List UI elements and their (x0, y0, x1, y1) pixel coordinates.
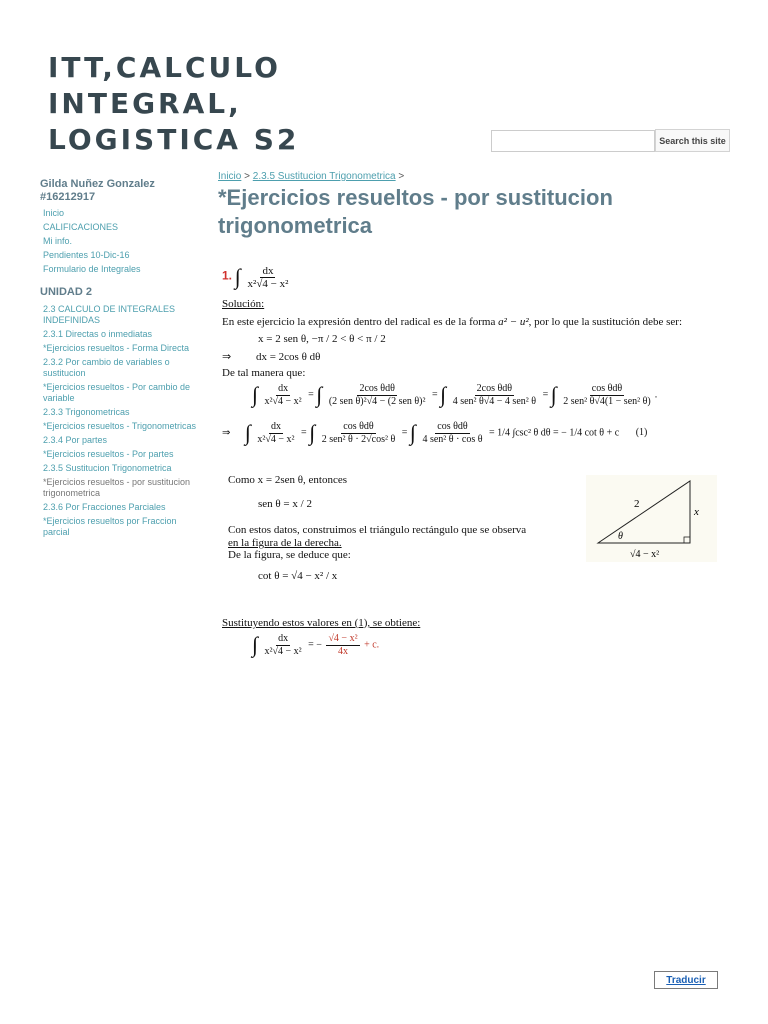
fraction-numerator: 2cos θdθ (476, 382, 513, 394)
triangle-angle-label: θ (618, 531, 623, 542)
fraction-numerator: dx (278, 382, 289, 394)
site-title[interactable] (48, 50, 468, 158)
equation-ref: (1) (635, 427, 648, 439)
sidebar-item-ejercicios-fraccion[interactable]: *Ejercicios resueltos por Fraccion parcial (43, 515, 177, 537)
fraction (420, 421, 484, 446)
implies-arrow: ⇒ (222, 351, 232, 363)
page-title: *Ejercicios resueltos - por sustitucion trigonometrica (218, 185, 613, 238)
substitution-1: x = 2 sen θ, −π / 2 < θ < π / 2 (258, 333, 386, 345)
fraction (263, 633, 304, 658)
fraction-numerator: 2cos θdθ (359, 382, 395, 394)
integral-symbol: ∫ (252, 632, 259, 657)
fraction (451, 383, 538, 408)
exercise-number: 1. (222, 268, 233, 283)
fraction (327, 383, 428, 408)
fraction-numerator: dx (270, 420, 281, 432)
sustituyendo: Sustituyendo estos valores en (1), se obtiene: (222, 617, 421, 629)
sidebar-item-2-3-6[interactable]: 2.3.6 Por Fracciones Parciales (43, 501, 166, 512)
result-tail: + c. (364, 639, 380, 651)
sidebar-item-2-3-4[interactable]: 2.3.4 Por partes (43, 434, 108, 445)
fraction-denominator: 2 sen² θ · 2√cos² θ (321, 433, 396, 445)
result-expression: 1/4 ∫csc² θ dθ = − 1/4 cot θ + c (497, 427, 620, 439)
en-la-figura: en la figura de la derecha. (228, 537, 342, 549)
sidebar (40, 178, 205, 539)
integral-symbol: ∫ (309, 420, 316, 445)
breadcrumb-home[interactable]: Inicio (218, 171, 242, 182)
integral-symbol: ∫ (409, 420, 416, 445)
triangle-opp-label: x (694, 506, 699, 518)
breadcrumb-separator: > (395, 171, 405, 182)
como-line: Como x = 2sen θ, entonces (228, 474, 348, 486)
de-la-figura: De la figura, se deduce que: (228, 549, 351, 561)
sidebar-item-mi-info[interactable]: Mi info. (43, 235, 73, 246)
breadcrumb (218, 171, 404, 182)
sidebar-item-2-3-2[interactable]: 2.3.2 Por cambio de variables o sustitucion (43, 356, 170, 378)
integral-symbol: ∫ (440, 382, 447, 407)
equation-line-1: ∫ $\frac{dx}{\text{x²√4 − x²}}$ = ∫ $\frac{\text{2cos θdθ}}{\text{(2 sen θ)²√4 − (2 sen θ)²}}$ = ∫ $\frac{\text{2cos θdθ}}{\text{4 sen² θ√4 − 4 sen² θ}}$ = ∫ $\frac{\text{cos θdθ}}{\text{2 sen² θ√4(1 − sen² θ)}}$ . (252, 382, 658, 407)
result-fraction (326, 633, 359, 658)
sidebar-item-ejercicios-sustitucion[interactable]: *Ejercicios resueltos - por sustitucion trigonometrica (43, 476, 191, 498)
substitution-2: dx = 2cos θ dθ (255, 351, 321, 363)
sidebar-item-2-3-3[interactable]: 2.3.3 Trigonometricas (43, 406, 130, 417)
sidebar-item-2-3-5[interactable]: 2.3.5 Sustitucion Trigonometrica (43, 462, 172, 473)
fraction-numerator: dx (262, 264, 274, 277)
fraction-numerator: cos θdθ (437, 420, 468, 432)
exercise-integrand (246, 265, 291, 290)
con-estos-datos: Con estos datos, construimos el triángulo rectángulo que se observa (228, 524, 527, 536)
fraction-denominator: x²√4 − x² (264, 645, 302, 657)
fraction-denominator: (2 sen θ)²√4 − (2 sen θ)² (328, 395, 426, 407)
integral-symbol: ∫ (244, 420, 251, 445)
site-title-line-3: LOGISTICA S2 (48, 123, 300, 156)
intro-form: a² − u² (498, 316, 529, 328)
sidebar-item-inicio[interactable]: Inicio (43, 207, 65, 218)
search-button[interactable]: Search this site (655, 129, 730, 152)
intro-text-end: , por lo que la sustitución debe ser: (528, 316, 682, 328)
final-result: ∫ $\frac{dx}{\text{x²√4 − x²}}$ = − $\frac{\text{√4 − x²}}{4x}$ + c. (252, 632, 380, 657)
fraction-denominator: 4x (338, 645, 348, 657)
integral-symbol: ∫ (316, 382, 323, 407)
fraction-numerator: √4 − x² (328, 632, 358, 644)
breadcrumb-parent[interactable]: 2.3.5 Sustitucion Trigonometrica (252, 171, 396, 182)
sidebar-item-2-3-1[interactable]: 2.3.1 Directas o inmediatas (43, 328, 153, 339)
de-tal-manera: De tal manera que: (222, 367, 306, 379)
sidebar-item-calificaciones[interactable]: CALIFICACIONES (43, 221, 119, 232)
triangle-figure (586, 475, 717, 562)
sidebar-owner: Gilda Nuñez Gonzalez #16212917 (40, 178, 155, 203)
triangle-hyp-label: 2 (634, 498, 640, 510)
fraction (263, 383, 304, 408)
solucion-label: Solución: (222, 298, 265, 310)
integral-symbol: ∫ (252, 382, 259, 407)
fraction-denominator: 2 sen² θ√4(1 − sen² θ) (563, 395, 651, 407)
fraction-numerator: cos θdθ (343, 420, 374, 432)
equation-line-2: ⇒ ∫ $\frac{dx}{\text{x²√4 − x²}}$ = ∫ $\frac{\text{cos θdθ}}{\text{2 sen² θ · 2√cos² θ}}$ = ∫ $\frac{\text{cos θdθ}}{\text{4 sen² θ · cos θ}}$ = 1/4 ∫csc² θ dθ = − 1/4 cot θ + c (1) (222, 420, 648, 445)
intro-text: En este ejercicio la expresión dentro del radical es de la forma (222, 316, 499, 328)
sidebar-item-ejercicios-partes[interactable]: *Ejercicios resueltos - Por partes (43, 448, 174, 459)
sidebar-item-formulario[interactable]: Formulario de Integrales (43, 263, 141, 274)
sidebar-item-pendientes[interactable]: Pendientes 10-Dic-16 (43, 249, 130, 260)
fraction-numerator: cos θdθ (591, 382, 623, 394)
breadcrumb-separator: > (241, 171, 253, 182)
sidebar-item-ejercicios-trig[interactable]: *Ejercicios resueltos - Trigonometricas (43, 420, 197, 431)
substitution-2-row (222, 350, 320, 363)
fraction-denominator: x²√4 − x² (264, 395, 302, 407)
fraction (320, 421, 398, 446)
fraction-denominator: 4 sen² θ√4 − 4 sen² θ (452, 395, 537, 407)
fraction-denominator: 4 sen² θ · cos θ (422, 433, 483, 445)
intro-line (222, 316, 682, 328)
integral-symbol: ∫ (550, 382, 557, 407)
fraction (255, 421, 296, 446)
sidebar-item-ejercicios-directa[interactable]: *Ejercicios resueltos - Forma Directa (43, 342, 190, 353)
translate-button[interactable]: Traducir (654, 971, 718, 989)
fraction-denominator: x²√4 − x² (257, 433, 295, 445)
cot-theta: cot θ = √4 − x² / x (258, 570, 338, 582)
fraction (561, 383, 653, 408)
triangle-adj-label: √4 − x² (630, 549, 660, 560)
exercise-header (222, 264, 292, 290)
sidebar-section-header: UNIDAD 2 (40, 286, 92, 298)
fraction-denominator: x²√4 − x² (247, 277, 289, 290)
sidebar-item-ejercicios-cambio[interactable]: *Ejercicios resueltos - Por cambio de variable (43, 381, 191, 403)
integral-symbol: ∫ (234, 264, 241, 289)
triangle-diagram (586, 475, 717, 562)
fraction-numerator: dx (278, 632, 289, 644)
implies-arrow: ⇒ (222, 427, 231, 439)
search-input[interactable] (491, 130, 655, 152)
site-title-line-2: INTEGRAL, (48, 87, 242, 120)
sidebar-item-2-3[interactable]: 2.3 CALCULO DE INTEGRALES INDEFINIDAS (43, 303, 176, 325)
site-title-line-1: ITT,CALCULO (48, 51, 281, 84)
sen-theta: sen θ = x / 2 (258, 498, 312, 510)
